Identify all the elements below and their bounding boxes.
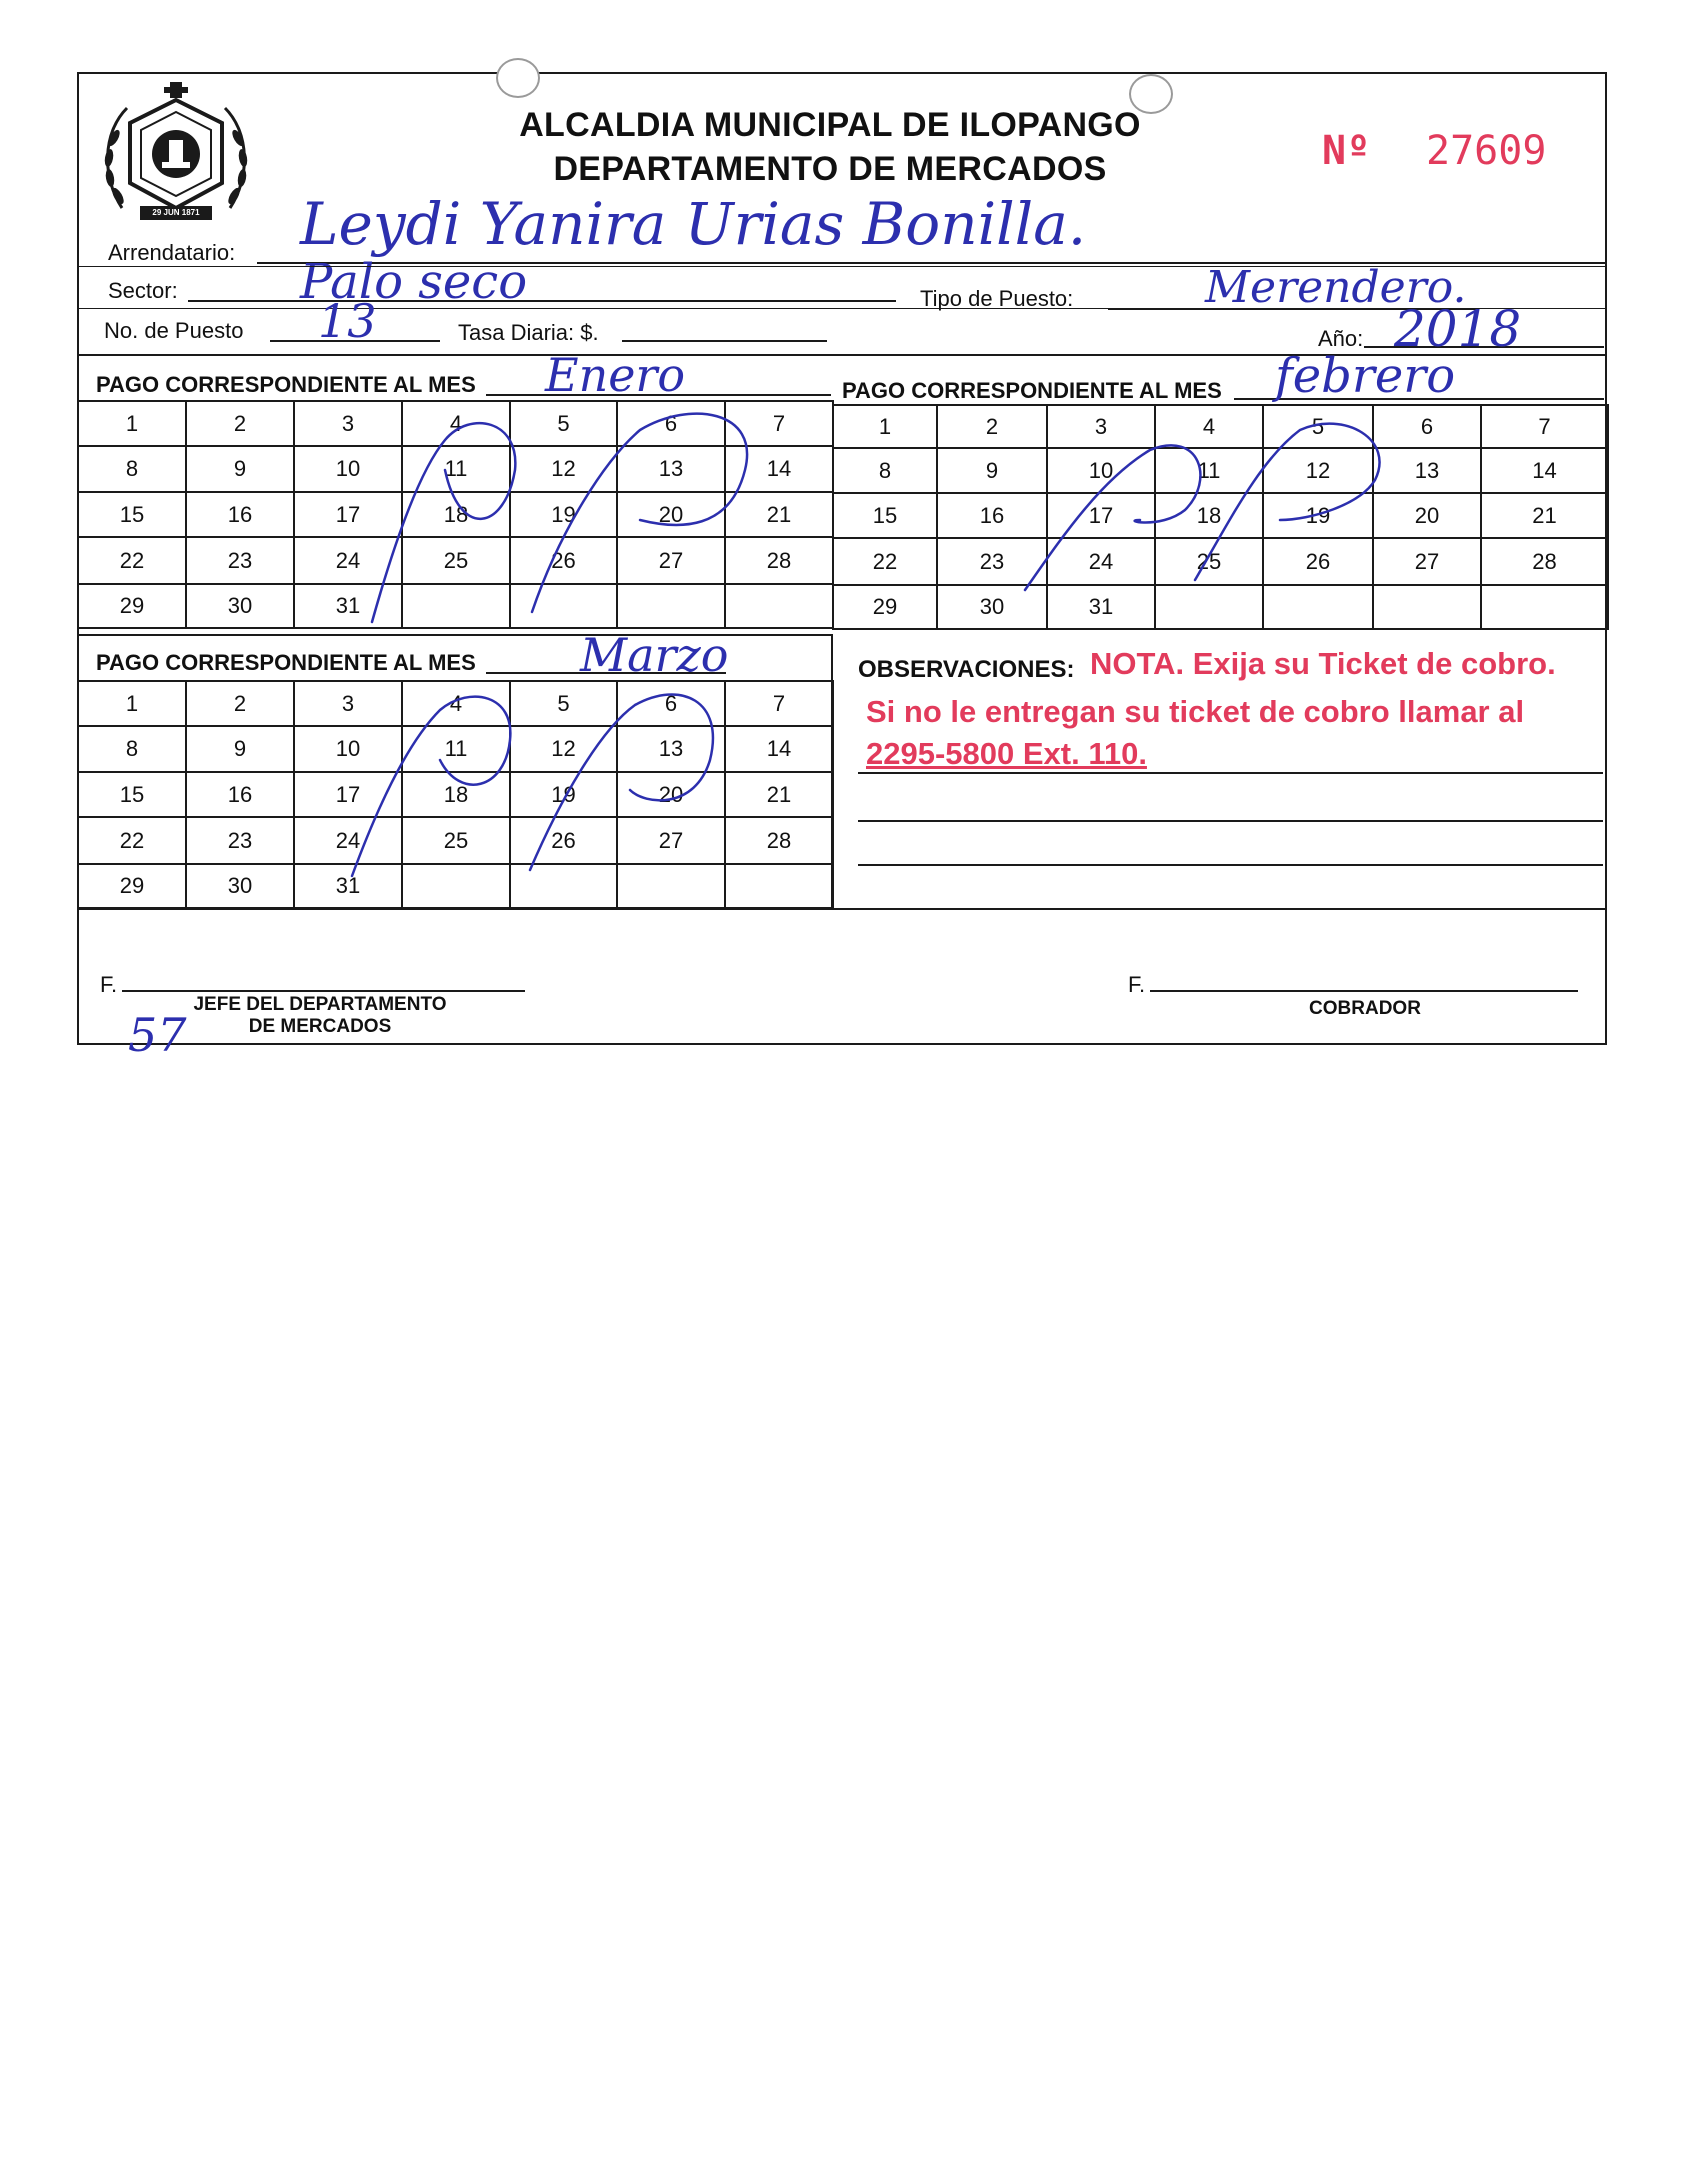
day-cell-29[interactable]: 29	[833, 585, 937, 629]
day-cell-13[interactable]: 13	[617, 446, 725, 492]
day-cell-18[interactable]: 18	[1155, 493, 1263, 538]
left-sign-caption-2: DE MERCADOS	[248, 1016, 392, 1037]
day-cell-16[interactable]: 16	[937, 493, 1047, 538]
day-cell-1[interactable]: 1	[78, 401, 186, 446]
day-cell-8[interactable]: 8	[78, 446, 186, 492]
day-cell-21[interactable]: 21	[725, 772, 833, 817]
day-cell-5[interactable]: 5	[1263, 405, 1373, 448]
anio-value[interactable]: 2018	[1394, 300, 1522, 358]
month3-value[interactable]: Marzo	[580, 628, 729, 682]
day-cell-7[interactable]: 7	[725, 681, 833, 726]
day-cell-empty[interactable]	[1481, 585, 1608, 629]
day-cell-17[interactable]: 17	[294, 772, 402, 817]
calendar-january	[77, 400, 834, 629]
header-department: DEPARTAMENTO DE MERCADOS	[553, 150, 1107, 188]
day-cell-2[interactable]: 2	[186, 681, 294, 726]
day-cell-5[interactable]: 5	[510, 401, 617, 446]
day-cell-26[interactable]: 26	[1263, 538, 1373, 585]
day-cell-empty[interactable]	[617, 584, 725, 628]
folio-number: 27609	[1426, 128, 1547, 174]
day-cell-15[interactable]: 15	[78, 772, 186, 817]
day-cell-empty[interactable]	[1373, 585, 1481, 629]
calendar-row	[833, 585, 1608, 629]
day-cell-16[interactable]: 16	[186, 492, 294, 537]
day-cell-14[interactable]: 14	[725, 726, 833, 772]
day-cell-empty[interactable]	[725, 864, 833, 908]
seal-lettering: 29 JUN 1871	[152, 208, 200, 217]
calendar-row	[78, 772, 833, 817]
tasa-diaria-label: Tasa Diaria: $.	[458, 320, 599, 345]
day-cell-25[interactable]: 25	[402, 537, 510, 584]
day-cell-9[interactable]: 9	[186, 446, 294, 492]
day-cell-7[interactable]: 7	[725, 401, 833, 446]
folio-label: Nº	[1322, 128, 1371, 174]
day-cell-10[interactable]: 10	[294, 726, 402, 772]
day-cell-6[interactable]: 6	[617, 401, 725, 446]
day-cell-30[interactable]: 30	[937, 585, 1047, 629]
margin-note: 57	[128, 1008, 187, 1062]
month2-value[interactable]: febrero	[1275, 348, 1456, 404]
day-cell-23[interactable]: 23	[186, 817, 294, 864]
day-cell-22[interactable]: 22	[833, 538, 937, 585]
day-cell-10[interactable]: 10	[1047, 448, 1155, 493]
tipo-puesto-value[interactable]: Merendero.	[1205, 262, 1467, 313]
rule-above-march	[77, 634, 832, 636]
anio-label: Año:	[1318, 326, 1364, 351]
day-cell-11[interactable]: 11	[1155, 448, 1263, 493]
day-cell-3[interactable]: 3	[1047, 405, 1155, 448]
calendar-row	[78, 817, 833, 864]
day-cell-20[interactable]: 20	[617, 772, 725, 817]
calendar-row	[78, 726, 833, 772]
day-cell-empty[interactable]	[1263, 585, 1373, 629]
day-cell-25[interactable]: 25	[402, 817, 510, 864]
obs-rule-2	[858, 820, 1603, 822]
calendar-row	[78, 584, 833, 628]
calendar-row	[78, 681, 833, 726]
day-cell-15[interactable]: 15	[833, 493, 937, 538]
day-cell-6[interactable]: 6	[1373, 405, 1481, 448]
calendar-february	[832, 404, 1609, 630]
calendar-row	[78, 446, 833, 492]
obs-rule-3	[858, 864, 1603, 866]
day-cell-3[interactable]: 3	[294, 401, 402, 446]
obs-rule-1	[858, 772, 1603, 774]
left-sign-prefix: F.	[100, 972, 118, 997]
day-cell-9[interactable]: 9	[186, 726, 294, 772]
day-cell-24[interactable]: 24	[1047, 538, 1155, 585]
month2-label: PAGO CORRESPONDIENTE AL MES	[842, 378, 1222, 403]
day-cell-19[interactable]: 19	[510, 772, 617, 817]
day-cell-16[interactable]: 16	[186, 772, 294, 817]
right-sign-prefix: F.	[1128, 972, 1146, 997]
rule-above-signatures	[77, 908, 1607, 910]
right-signature-line[interactable]	[1150, 990, 1578, 992]
day-cell-4[interactable]: 4	[402, 681, 510, 726]
day-cell-24[interactable]: 24	[294, 817, 402, 864]
day-cell-empty[interactable]	[510, 584, 617, 628]
day-cell-21[interactable]: 21	[1481, 493, 1608, 538]
day-cell-empty[interactable]	[402, 584, 510, 628]
calendar-row	[78, 537, 833, 584]
note-line-1: NOTA. Exija su Ticket de cobro.	[1090, 646, 1556, 681]
day-cell-2[interactable]: 2	[937, 405, 1047, 448]
puesto-label: No. de Puesto	[104, 318, 244, 343]
day-cell-20[interactable]: 20	[1373, 493, 1481, 538]
day-cell-8[interactable]: 8	[833, 448, 937, 493]
right-sign-caption: COBRADOR	[1309, 998, 1421, 1019]
month1-label: PAGO CORRESPONDIENTE AL MES	[96, 372, 476, 397]
day-cell-5[interactable]: 5	[510, 681, 617, 726]
observaciones-divider	[831, 634, 833, 910]
day-cell-13[interactable]: 13	[1373, 448, 1481, 493]
day-cell-3[interactable]: 3	[294, 681, 402, 726]
day-cell-17[interactable]: 17	[1047, 493, 1155, 538]
day-cell-empty[interactable]	[617, 864, 725, 908]
left-signature-line[interactable]	[122, 990, 525, 992]
day-cell-7[interactable]: 7	[1481, 405, 1608, 448]
day-cell-23[interactable]: 23	[937, 538, 1047, 585]
day-cell-31[interactable]: 31	[294, 584, 402, 628]
day-cell-empty[interactable]	[510, 864, 617, 908]
day-cell-27[interactable]: 27	[617, 817, 725, 864]
observaciones-label: OBSERVACIONES:	[858, 656, 1075, 683]
arrendatario-label: Arrendatario:	[108, 240, 236, 265]
day-cell-30[interactable]: 30	[186, 584, 294, 628]
day-cell-9[interactable]: 9	[937, 448, 1047, 493]
day-cell-4[interactable]: 4	[1155, 405, 1263, 448]
sector-value[interactable]: Palo seco	[300, 254, 528, 310]
calendar-march	[77, 680, 834, 909]
day-cell-empty[interactable]	[1155, 585, 1263, 629]
note-line-3: 2295-5800 Ext. 110.	[866, 736, 1147, 771]
day-cell-6[interactable]: 6	[617, 681, 725, 726]
day-cell-26[interactable]: 26	[510, 537, 617, 584]
day-cell-8[interactable]: 8	[78, 726, 186, 772]
day-cell-30[interactable]: 30	[186, 864, 294, 908]
left-sign-caption-1: JEFE DEL DEPARTAMENTO	[193, 994, 447, 1015]
rule-under-arrendatario	[77, 266, 1607, 267]
day-cell-empty[interactable]	[402, 864, 510, 908]
day-cell-26[interactable]: 26	[510, 817, 617, 864]
day-cell-19[interactable]: 19	[510, 492, 617, 537]
day-cell-20[interactable]: 20	[617, 492, 725, 537]
month3-label: PAGO CORRESPONDIENTE AL MES	[96, 650, 476, 675]
day-cell-28[interactable]: 28	[725, 817, 833, 864]
day-cell-24[interactable]: 24	[294, 537, 402, 584]
calendar-row	[833, 493, 1608, 538]
day-cell-15[interactable]: 15	[78, 492, 186, 537]
day-cell-19[interactable]: 19	[1263, 493, 1373, 538]
day-cell-18[interactable]: 18	[402, 492, 510, 537]
month1-value[interactable]: Enero	[545, 348, 686, 402]
rule-under-sector	[77, 308, 1607, 309]
day-cell-18[interactable]: 18	[402, 772, 510, 817]
day-cell-empty[interactable]	[725, 584, 833, 628]
day-cell-22[interactable]: 22	[78, 537, 186, 584]
day-cell-11[interactable]: 11	[402, 726, 510, 772]
day-cell-14[interactable]: 14	[1481, 448, 1608, 493]
day-cell-28[interactable]: 28	[725, 537, 833, 584]
day-cell-2[interactable]: 2	[186, 401, 294, 446]
day-cell-27[interactable]: 27	[617, 537, 725, 584]
punch-hole-left	[496, 58, 540, 98]
tasa-diaria-line	[622, 340, 827, 342]
day-cell-1[interactable]: 1	[833, 405, 937, 448]
tipo-puesto-label: Tipo de Puesto:	[920, 286, 1074, 311]
calendar-row	[78, 401, 833, 446]
day-cell-21[interactable]: 21	[725, 492, 833, 537]
day-cell-25[interactable]: 25	[1155, 538, 1263, 585]
day-cell-29[interactable]: 29	[78, 584, 186, 628]
sector-line	[188, 300, 896, 302]
day-cell-28[interactable]: 28	[1481, 538, 1608, 585]
calendar-row	[78, 864, 833, 908]
day-cell-17[interactable]: 17	[294, 492, 402, 537]
sector-label: Sector:	[108, 278, 178, 303]
puesto-value[interactable]: 13	[318, 294, 377, 348]
day-cell-12[interactable]: 12	[510, 446, 617, 492]
arrendatario-value[interactable]: Leydi Yanira Urias Bonilla.	[300, 190, 1087, 258]
calendar-row	[833, 405, 1608, 448]
day-cell-31[interactable]: 31	[1047, 585, 1155, 629]
day-cell-31[interactable]: 31	[294, 864, 402, 908]
day-cell-23[interactable]: 23	[186, 537, 294, 584]
calendar-row	[78, 492, 833, 537]
day-cell-12[interactable]: 12	[510, 726, 617, 772]
calendar-row	[833, 538, 1608, 585]
header-municipality: ALCALDIA MUNICIPAL DE ILOPANGO	[519, 106, 1141, 144]
day-cell-27[interactable]: 27	[1373, 538, 1481, 585]
day-cell-1[interactable]: 1	[78, 681, 186, 726]
note-line-2: Si no le entregan su ticket de cobro llamar al	[866, 694, 1525, 729]
day-cell-14[interactable]: 14	[725, 446, 833, 492]
day-cell-11[interactable]: 11	[402, 446, 510, 492]
calendar-row	[833, 448, 1608, 493]
day-cell-13[interactable]: 13	[617, 726, 725, 772]
day-cell-10[interactable]: 10	[294, 446, 402, 492]
day-cell-22[interactable]: 22	[78, 817, 186, 864]
day-cell-12[interactable]: 12	[1263, 448, 1373, 493]
day-cell-29[interactable]: 29	[78, 864, 186, 908]
day-cell-4[interactable]: 4	[402, 401, 510, 446]
